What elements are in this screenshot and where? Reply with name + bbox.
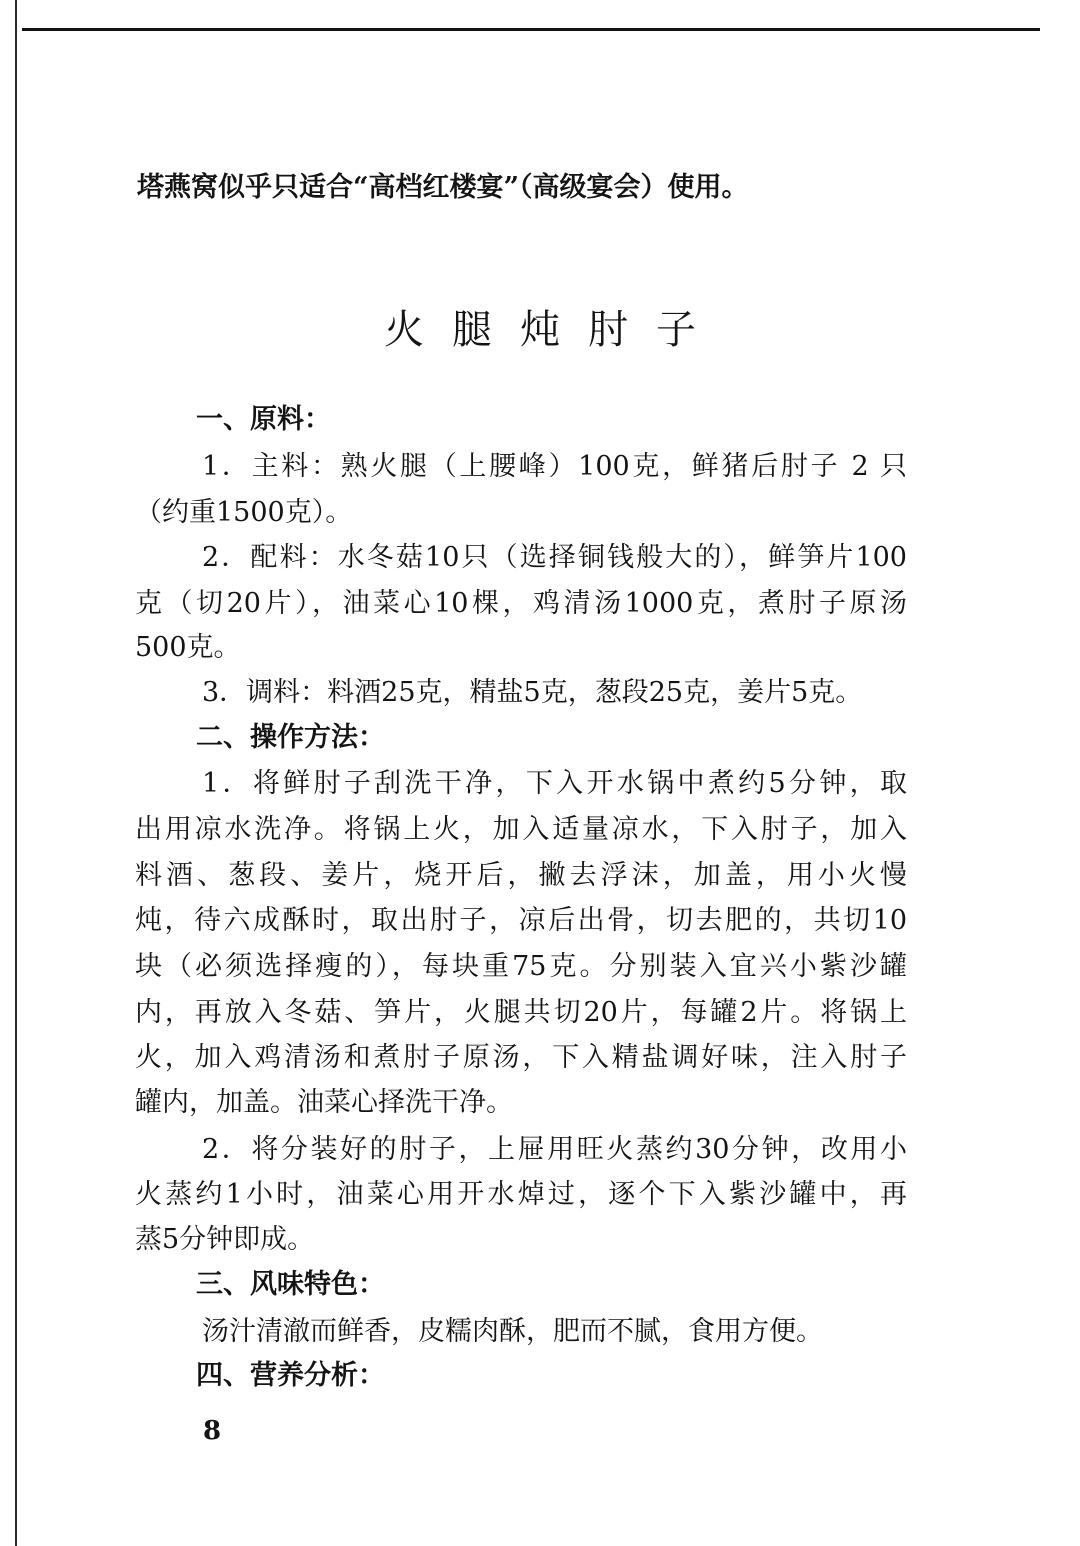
method-step-1-line-3: 料酒、葱段、姜片，烧开后，撇去浮沫，加盖，用小火慢 xyxy=(135,860,907,891)
method-heading: 二、操作方法： xyxy=(196,722,385,753)
seasoning-line: 3．调料：料酒25克，精盐5克，葱段25克，姜片5克。 xyxy=(202,677,863,708)
method-step-1-line-1: 1．将鲜肘子刮洗干净，下入开水锅中煮约5分钟，取 xyxy=(202,768,907,799)
method-step-1-line-2: 出用凉水洗净。将锅上火，加入适量凉水，下入肘子，加入 xyxy=(135,814,907,845)
method-step-2-line-3: 蒸5分钟即成。 xyxy=(135,1224,315,1255)
lead-line: 塔燕窝似乎只适合“高档红楼宴”（高级宴会）使用。 xyxy=(137,172,749,203)
method-step-1-line-6: 内，再放入冬菇、笋片，火腿共切20片，每罐2片。将锅上 xyxy=(135,997,907,1028)
recipe-title: 火腿炖肘子 xyxy=(384,307,724,353)
method-step-2-line-1: 2．将分装好的肘子，上屉用旺火蒸约30分钟，改用小 xyxy=(202,1134,907,1165)
secondary-ingredients-line-1: 2．配料：水冬菇10只（选择铜钱般大的），鲜笋片100 xyxy=(202,542,907,573)
ingredients-heading: 一、原料： xyxy=(196,404,331,435)
method-step-1-line-7: 火，加入鸡清汤和煮肘子原汤，下入精盐调好味，注入肘子 xyxy=(135,1042,907,1073)
method-step-2-line-2: 火蒸约1小时，油菜心用开水焯过，逐个下入紫沙罐中，再 xyxy=(135,1179,907,1210)
flavor-heading: 三、风味特色： xyxy=(196,1269,385,1300)
secondary-ingredients-line-2: 克（切20片），油菜心10棵，鸡清汤1000克，煮肘子原汤 xyxy=(135,588,907,619)
nutrition-heading: 四、营养分析： xyxy=(196,1360,385,1391)
method-step-1-line-4: 炖，待六成酥时，取出肘子，凉后出骨，切去肥的，共切10 xyxy=(135,905,907,936)
method-step-1-line-8: 罐内，加盖。油菜心择洗干净。 xyxy=(135,1087,513,1118)
page-left-border xyxy=(15,0,17,1546)
main-ingredients-line-1: 1．主料：熟火腿（上腰峰）100克，鲜猪后肘子 2 只 xyxy=(202,451,907,482)
main-ingredients-line-2: （约重1500克）。 xyxy=(135,497,353,528)
page-number: 8 xyxy=(203,1416,222,1446)
page-top-rule xyxy=(22,28,1040,31)
flavor-text: 汤汁清澈而鲜香，皮糯肉酥，肥而不腻，食用方便。 xyxy=(202,1316,823,1347)
method-step-1-line-5: 块（必须选择瘦的），每块重75克。分别装入宜兴小紫沙罐 xyxy=(135,951,907,982)
secondary-ingredients-line-3: 500克。 xyxy=(135,632,241,663)
